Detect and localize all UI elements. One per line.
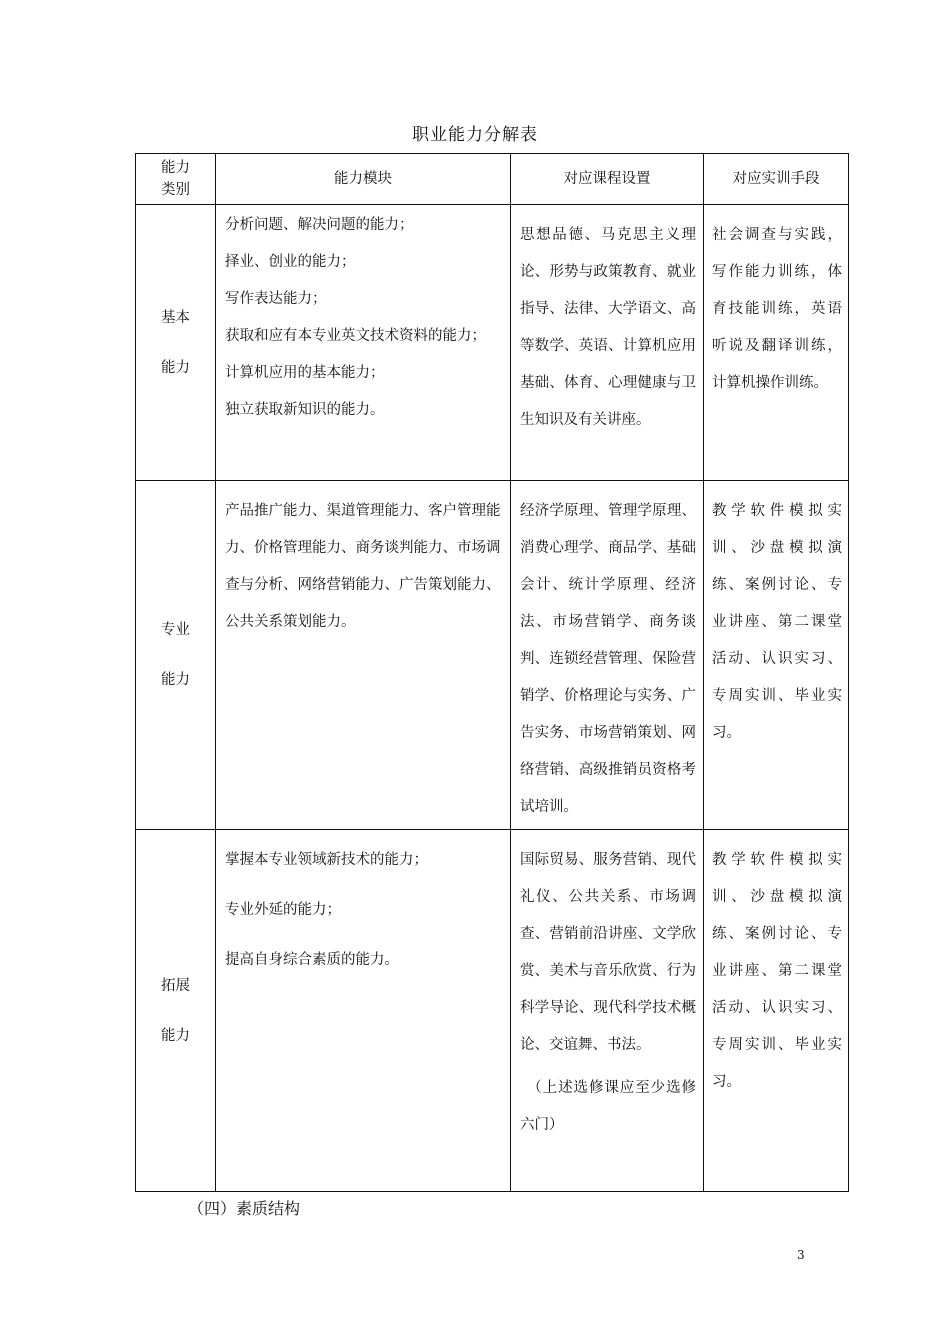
table-title: 职业能力分解表 (412, 125, 538, 145)
module-item: 获取和应有本专业英文技术资料的能力； (225, 328, 486, 344)
training-cell: 教学软件模拟实训、沙盘模拟演练、案例讨论、专业讲座、第二课堂活动、认识实习、专周实训、毕业实习。 (704, 481, 849, 830)
module-item: 写作表达能力； (225, 291, 327, 307)
module-cell (216, 205, 511, 481)
category-cell (136, 205, 216, 481)
module-item: 提高自身综合素质的能力。 (225, 952, 399, 968)
header-module-label: 能力模块 (334, 171, 392, 187)
header-category (136, 154, 216, 205)
category-cell (136, 830, 216, 1192)
table-row-basic (136, 205, 849, 481)
header-training-label: 对应实训手段 (732, 171, 820, 187)
category-label-line2: 能力 (161, 359, 190, 376)
ability-table (135, 153, 849, 1192)
training-cell: 社会调查与实践，写作能力训练，体育技能训练，英语听说及翻译训练，计算机操作训练。 (704, 205, 849, 481)
header-courses-label: 对应课程设置 (563, 171, 651, 187)
module-cell (216, 830, 511, 1192)
section-heading: （四）素质结构 (188, 1199, 301, 1218)
header-training (704, 154, 849, 205)
module-item: 掌握本专业领域新技术的能力； (225, 852, 428, 868)
courses-note: （上述选修课应至少选修六门） (520, 1080, 696, 1133)
training-cell: 教学软件模拟实训、沙盘模拟演练、案例讨论、专业讲座、第二课堂活动、认识实习、专周实训、毕业实习。 (704, 830, 849, 1192)
table-row-professional (136, 481, 849, 830)
courses-text: 国际贸易、服务营销、现代礼仪、公共关系、市场调查、营销前沿讲座、文学欣赏、美术与音乐欣赏、行为科学导论、现代科学技术概论、交谊舞、书法。 (520, 852, 696, 1053)
category-label-line1: 基本 (161, 309, 190, 326)
module-item: 独立获取新知识的能力。 (225, 402, 385, 418)
table-header-row (136, 154, 849, 205)
module-item: 择业、创业的能力； (225, 254, 356, 270)
module-item: 计算机应用的基本能力； (225, 365, 385, 381)
category-label-line1: 拓展 (161, 977, 190, 994)
category-cell (136, 481, 216, 830)
category-label-line2: 能力 (161, 1027, 190, 1044)
courses-cell: 思想品德、马克思主义理论、形势与政策教育、就业指导、法律、大学语文、高等数学、英语、计算机应用基础、体育、心理健康与卫生知识及有关讲座。 (511, 205, 704, 481)
module-cell (216, 481, 511, 830)
courses-cell: 经济学原理、管理学原理、消费心理学、商品学、基础会计、统计学原理、经济法、市场营销学、商务谈判、连锁经营管理、保险营销学、价格理论与实务、广告实务、市场营销策划、网络营销、高级推销员资格考试培训。 (511, 481, 704, 830)
page-number: 3 (797, 1248, 805, 1262)
header-category-label: 能力类别 (161, 160, 190, 198)
module-item: 分析问题、解决问题的能力； (225, 217, 414, 233)
header-courses (511, 154, 704, 205)
category-label-line1: 专业 (161, 622, 190, 638)
table-row-extended (136, 830, 849, 1192)
module-item: 专业外延的能力； (225, 902, 341, 918)
header-module (216, 154, 511, 205)
module-item: 产品推广能力、渠道管理能力、客户管理能力、价格管理能力、商务谈判能力、市场调查与分析、网络营销能力、广告策划能力、公共关系策划能力。 (225, 503, 501, 630)
category-label-line2: 能力 (161, 672, 190, 688)
courses-cell (511, 830, 704, 1192)
